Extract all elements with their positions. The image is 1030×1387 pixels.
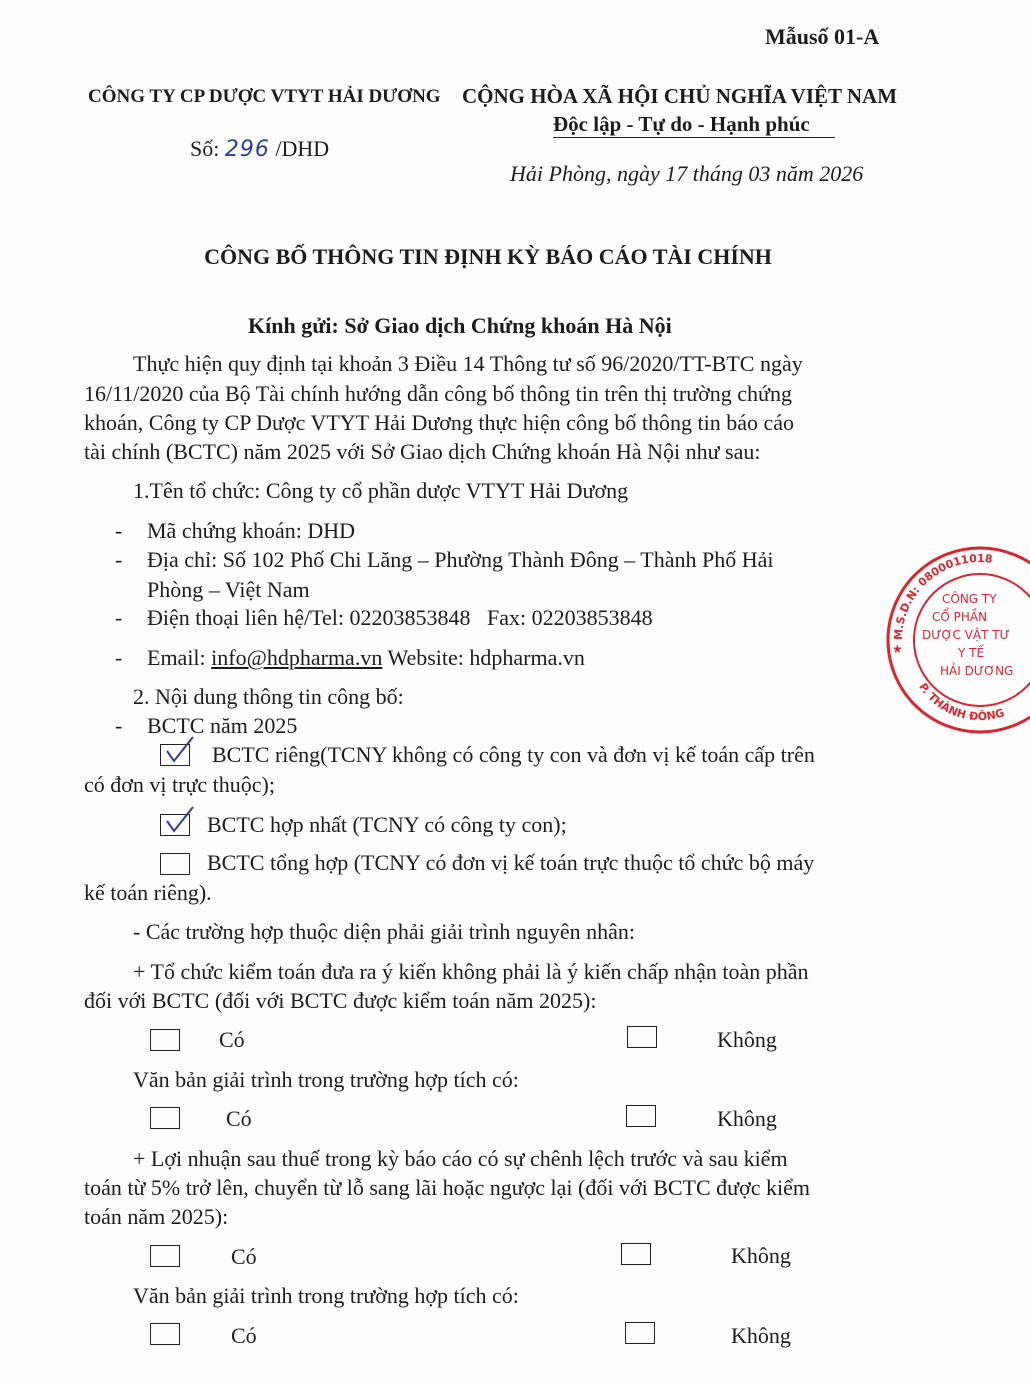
checkbox-case1-no[interactable] — [627, 1026, 657, 1048]
email-website — [147, 645, 585, 671]
nation-heading: CỘNG HÒA XÃ HỘI CHỦ NGHĨA VIỆT NAM — [462, 84, 898, 108]
case2-line3: toán năm 2025): — [84, 1204, 229, 1229]
phone-fax: Điện thoại liên hệ/Tel: 02203853848 Fax: 02203853848 — [147, 605, 653, 630]
explain-label: Văn bản giải trình trong trường hợp tích có: — [133, 1283, 519, 1308]
seal-top-text: M.S.D.N: 0800011018 — [891, 551, 994, 641]
doc-no-suffix: /DHD — [275, 136, 330, 161]
stock-code: Mã chứng khoán: DHD — [147, 518, 356, 543]
label-no: Không — [731, 1323, 791, 1348]
bullet-dash: - — [115, 645, 123, 670]
checkbox-case2-explain-yes[interactable] — [150, 1323, 180, 1345]
star-icon: ★ — [892, 642, 903, 656]
case1-line1: + Tổ chức kiểm toán đưa ra ý kiến không phải là ý kiến chấp nhận toàn phần — [133, 959, 809, 984]
check-icon — [163, 805, 197, 839]
label-yes: Có — [231, 1323, 257, 1348]
label-no: Không — [731, 1243, 791, 1268]
option-combined-line1: BCTC tổng hợp (TCNY có đơn vị kế toán trực thuộc tổ chức bộ máy — [207, 850, 815, 875]
intro-line: khoán, Công ty CP Dược VTYT Hải Dương thực hiện công bố thông tin báo cáo — [84, 410, 794, 435]
intro-line: Thực hiện quy định tại khoản 3 Điều 14 Thông tư số 96/2020/TT-BTC ngày — [133, 351, 803, 376]
case2-line1: + Lợi nhuận sau thuế trong kỳ báo cáo có sự chênh lệch trước và sau kiểm — [133, 1146, 788, 1171]
bullet-dash: - — [115, 713, 123, 738]
seal-line: CÔNG TY — [942, 592, 997, 606]
document-title — [0, 244, 976, 270]
option-separate-line1: BCTC riêng(TCNY không có công ty con và đơn vị kế toán cấp trên — [212, 742, 815, 767]
motto: Độc lập - Tự do - Hạnh phúc — [553, 112, 810, 136]
motto-underline — [553, 137, 835, 138]
label-no: Không — [717, 1106, 777, 1131]
form-code: Mẫusố 01-A — [765, 24, 880, 49]
seal-line: CỔ PHẦN — [932, 610, 988, 624]
doc-no-prefix: Số: — [190, 136, 220, 161]
check-icon — [163, 735, 197, 769]
checkbox-case1-explain-no[interactable] — [626, 1105, 656, 1127]
intro-line: tài chính (BCTC) năm 2025 với Sở Giao dịch Chứng khoán Hà Nội như sau: — [84, 439, 761, 464]
bullet-dash: - — [115, 518, 123, 543]
report-year-item: BCTC năm 2025 — [147, 713, 298, 738]
label-no: Không — [717, 1027, 777, 1052]
doc-no-handwritten: 296 — [224, 137, 270, 162]
checkbox-consolidated-report[interactable] — [160, 814, 190, 836]
address-line: Địa chỉ: Số 102 Phố Chi Lăng – Phường Thành Đông – Thành Phố Hải — [147, 547, 774, 572]
bullet-dash: - — [115, 547, 123, 572]
option-combined-line2: kế toán riêng). — [84, 880, 212, 905]
email-label: Email: — [147, 645, 206, 670]
option-separate-line2: có đơn vị trực thuộc); — [84, 772, 275, 797]
section2-heading: 2. Nội dung thông tin công bố: — [133, 684, 404, 709]
recipient: Kính gửi: Sở Giao dịch Chứng khoán Hà Nội — [248, 313, 672, 338]
email-link[interactable]: info@hdpharma.vn — [211, 645, 383, 670]
case2-line2: toán từ 5% trở lên, chuyển từ lỗ sang lãi hoặc ngược lại (đối với BCTC được kiểm — [84, 1175, 810, 1200]
seal-line: HẢI DƯƠNG — [940, 664, 1014, 678]
section1-heading: 1.Tên tổ chức: Công ty cổ phần dược VTYT Hải Dương — [133, 478, 629, 503]
bullet-dash: - — [115, 605, 123, 630]
checkbox-separate-report[interactable] — [160, 744, 190, 766]
checkbox-case2-no[interactable] — [621, 1243, 651, 1265]
label-yes: Có — [226, 1106, 252, 1131]
company-name: CÔNG TY CP DƯỢC VTYT HẢI DƯƠNG — [88, 86, 441, 107]
checkbox-case2-yes[interactable] — [150, 1245, 180, 1267]
company-seal — [880, 545, 1030, 735]
document-title-text: CÔNG BỐ THÔNG TIN ĐỊNH KỲ BÁO CÁO TÀI CHÍNH — [204, 244, 772, 269]
option-consolidated: BCTC hợp nhất (TCNY có công ty con); — [207, 812, 567, 837]
seal-line: DƯỢC VẬT TƯ — [922, 628, 1010, 642]
address-line: Phòng – Việt Nam — [147, 577, 310, 602]
checkbox-combined-report[interactable] — [160, 853, 190, 875]
label-yes: Có — [219, 1027, 245, 1052]
website: Website: hdpharma.vn — [387, 645, 585, 670]
seal-line: Y TẾ — [958, 646, 985, 660]
explain-label: Văn bản giải trình trong trường hợp tích có: — [133, 1067, 519, 1092]
checkbox-case2-explain-no[interactable] — [625, 1322, 655, 1344]
case1-line2: đối với BCTC (đối với BCTC được kiểm toán năm 2025): — [84, 988, 597, 1013]
document-number — [190, 136, 329, 162]
checkbox-case1-yes[interactable] — [150, 1029, 180, 1051]
intro-line: 16/11/2020 của Bộ Tài chính hướng dẫn công bố thông tin trên thị trường chứng — [84, 381, 792, 406]
label-yes: Có — [231, 1244, 257, 1269]
place-date: Hải Phòng, ngày 17 tháng 03 năm 2026 — [510, 161, 864, 186]
checkbox-case1-explain-yes[interactable] — [150, 1107, 180, 1129]
cases-heading: - Các trường hợp thuộc diện phải giải trình nguyên nhân: — [133, 919, 635, 944]
seal-bottom-text: P. THÀNH ĐÔNG — [916, 680, 1006, 724]
